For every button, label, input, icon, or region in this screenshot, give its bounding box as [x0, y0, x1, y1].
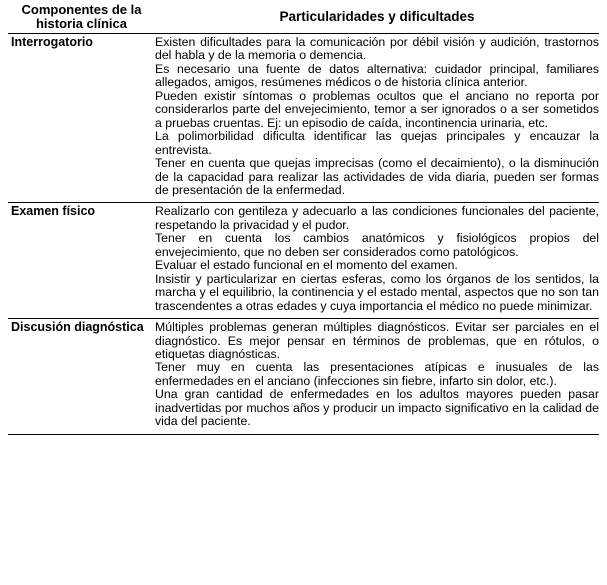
paragraph: La polimorbilidad dificulta identificar las quejas principales y encauzar la entrevista.	[155, 129, 599, 157]
paragraph: Existen dificultades para la comunicación por débil visión y audición, trastornos del habla y de la memoria o demencia.	[155, 35, 599, 63]
table-row-interrogatorio	[8, 34, 599, 203]
table-header-row	[8, 3, 599, 34]
paragraph: Evaluar el estado funcional en el momento del examen.	[155, 258, 458, 273]
header-components: Componentes de la historia clínica	[8, 3, 155, 34]
paragraph: Realizarlo con gentileza y adecuarlo a las condiciones funcionales del paciente, respetando la privacidad y el pudor.	[155, 204, 599, 232]
paragraph: Tener muy en cuenta las presentaciones atípicas e inusuales de las enfermedades en el anciano (infecciones sin fiebre, infarto sin dolor, etc.).	[155, 360, 599, 388]
paragraph: Es necesario una fuente de datos alternativa: cuidador principal, familiares allegados, amigos, resúmenes médicos o de historia clínica anterior.	[155, 61, 599, 90]
paragraph: Múltiples problemas generan múltiples diagnósticos. Evitar ser parciales en el diagnóstico. Es mejor pensar en términos de problemas, que en rótulos, o etiquetas diagnósticas.	[155, 320, 599, 361]
paragraph: Pueden existir síntomas o problemas ocultos que el anciano no reporta por considerarlos parte del envejecimiento, temor a ser ignorados o a ser sometidos a pruebas cruentas. Ej: un episodio de caída, incontinencia urinaria, etc.	[155, 88, 599, 130]
row-content-discusion-diagnostica	[155, 319, 599, 435]
row-content-interrogatorio	[155, 34, 599, 203]
paragraph: Insistir y particularizar en ciertas esferas, como los órganos de los sentidos, la marcha y el equilibrio, la continencia y el estado mental, aspectos que no son tan trascendentes a otras edades y cuya importancia el médico no puede minimizar.	[155, 271, 599, 313]
table-row-discusion-diagnostica	[8, 319, 599, 435]
paragraph: Una gran cantidad de enfermedades en los adultos mayores pueden pasar inadvertidas por muchos años y producir un impacto significativo en la calidad de vida del paciente.	[155, 387, 599, 429]
table-row-examen-fisico	[8, 203, 599, 319]
row-label-interrogatorio: Interrogatorio	[11, 35, 93, 49]
clinical-history-table	[8, 3, 599, 435]
row-content-examen-fisico	[155, 203, 599, 319]
header-particularities: Particularidades y dificultades	[155, 3, 599, 34]
row-label-examen-fisico: Examen físico	[8, 203, 155, 319]
paragraph: Tener en cuenta los cambios anatómicos y fisiológicos propios del envejecimiento, que no deben ser considerados como patológicos.	[155, 231, 599, 259]
paragraph: Tener en cuenta que quejas imprecisas (como el decaimiento), o la disminución de la capacidad para realizar las actividades de vida diaria, pueden ser formas de presentación de la enfermedad.	[155, 156, 599, 197]
row-label-discusion-diagnostica: Discusión diagnóstica	[8, 319, 155, 435]
